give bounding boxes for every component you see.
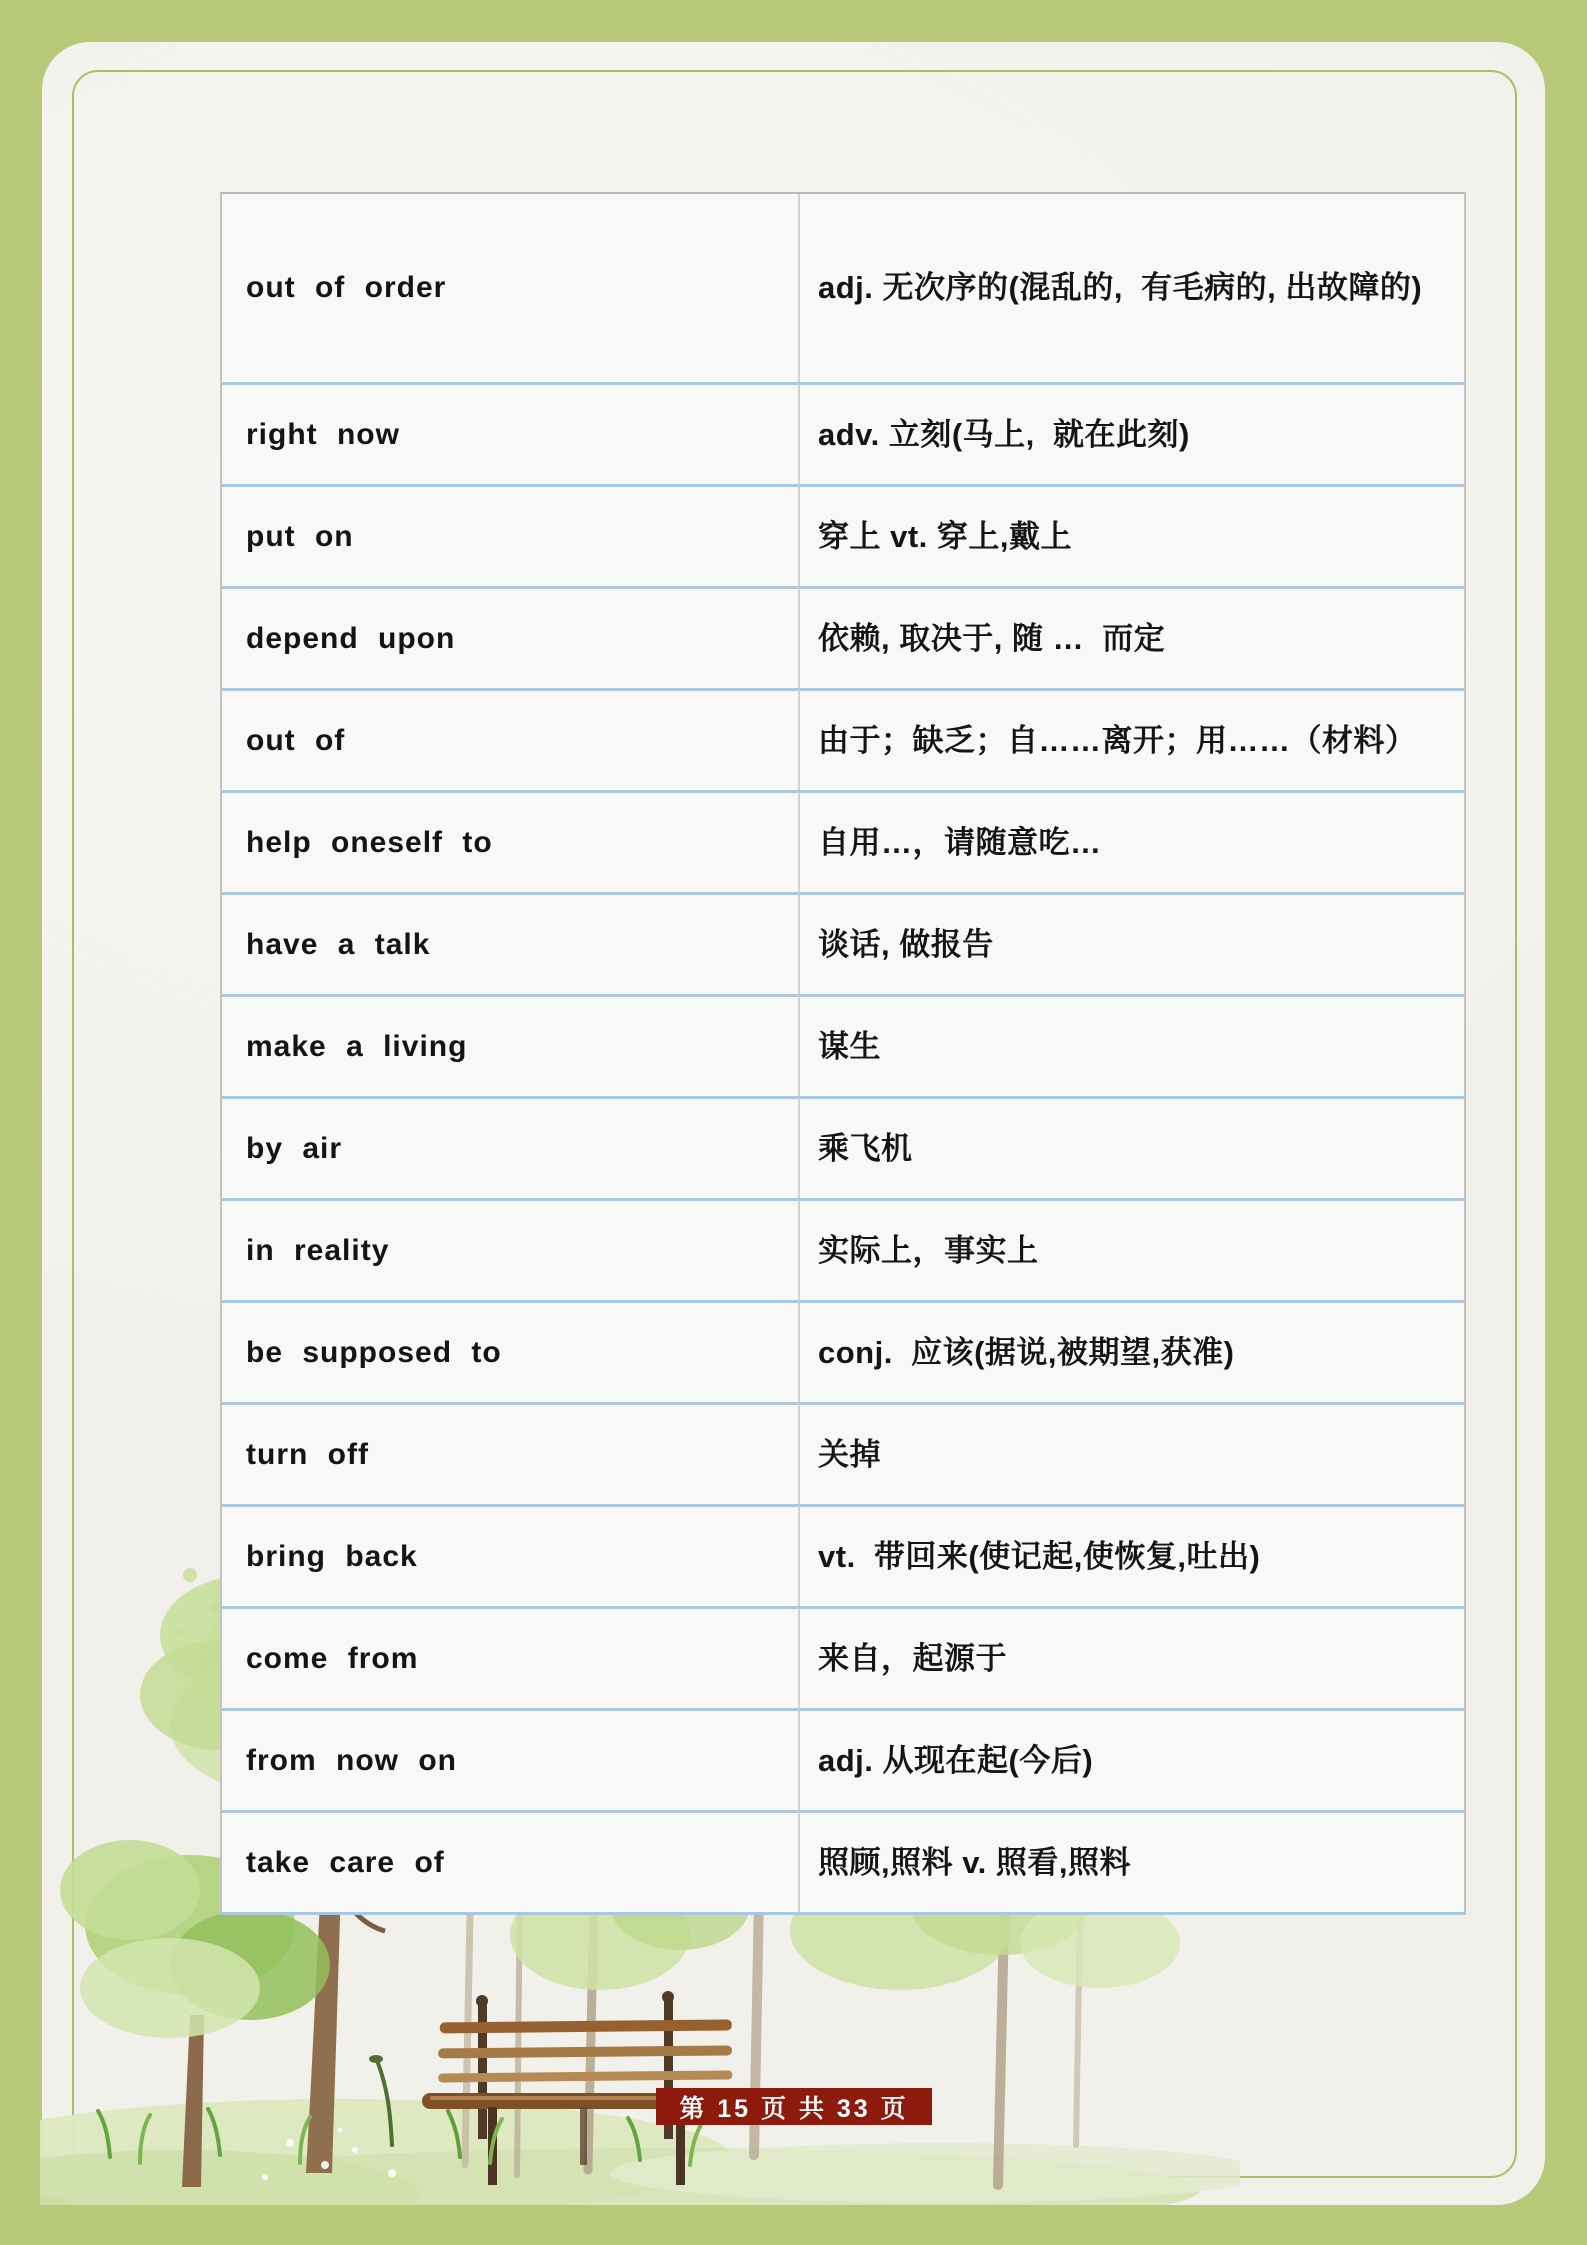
chinese-meaning-cell: 由于；缺乏；自……离开；用……（材料）	[798, 688, 1464, 790]
english-phrase-cell: right now	[222, 382, 798, 484]
english-phrase-cell: make a living	[222, 994, 798, 1096]
english-phrase-cell: from now on	[222, 1708, 798, 1810]
chinese-meaning-cell: 穿上 vt. 穿上,戴上	[798, 484, 1464, 586]
chinese-meaning-cell: adj. 从现在起(今后)	[798, 1708, 1464, 1810]
table-row	[222, 892, 1464, 994]
chinese-meaning-cell: adv. 立刻(马上, 就在此刻)	[798, 382, 1464, 484]
english-phrase-cell: take care of	[222, 1810, 798, 1912]
chinese-meaning-cell: 关掉	[798, 1402, 1464, 1504]
table-row	[222, 1096, 1464, 1198]
chinese-meaning-cell: 实际上，事实上	[798, 1198, 1464, 1300]
english-phrase-cell: out of	[222, 688, 798, 790]
table-row	[222, 1810, 1464, 1912]
chinese-meaning-cell: 谈话, 做报告	[798, 892, 1464, 994]
vocabulary-table	[220, 192, 1466, 1915]
chinese-meaning-cell: 谋生	[798, 994, 1464, 1096]
table-row	[222, 1300, 1464, 1402]
english-phrase-cell: have a talk	[222, 892, 798, 994]
chinese-meaning-cell: adj. 无次序的(混乱的, 有毛病的, 出故障的)	[798, 194, 1464, 382]
english-phrase-cell: depend upon	[222, 586, 798, 688]
english-phrase-cell: be supposed to	[222, 1300, 798, 1402]
table-row	[222, 688, 1464, 790]
table-row	[222, 1402, 1464, 1504]
table-row	[222, 194, 1464, 382]
chinese-meaning-cell: conj. 应该(据说,被期望,获准)	[798, 1300, 1464, 1402]
chinese-meaning-cell: 依赖, 取决于, 随 … 而定	[798, 586, 1464, 688]
english-phrase-cell: help oneself to	[222, 790, 798, 892]
english-phrase-cell: come from	[222, 1606, 798, 1708]
chinese-meaning-cell: 照顾,照料 v. 照看,照料	[798, 1810, 1464, 1912]
table-row	[222, 382, 1464, 484]
table-row	[222, 1708, 1464, 1810]
chinese-meaning-cell: vt. 带回来(使记起,使恢复,吐出)	[798, 1504, 1464, 1606]
table-row	[222, 1504, 1464, 1606]
vocab-table-body	[222, 194, 1464, 1912]
english-phrase-cell: put on	[222, 484, 798, 586]
english-phrase-cell: out of order	[246, 271, 447, 304]
table-row	[222, 1606, 1464, 1708]
chinese-meaning-cell: 乘飞机	[798, 1096, 1464, 1198]
table-row	[222, 994, 1464, 1096]
table-row	[222, 484, 1464, 586]
table-row	[222, 586, 1464, 688]
chinese-meaning-cell: 来自，起源于	[798, 1606, 1464, 1708]
english-phrase-cell: turn off	[222, 1402, 798, 1504]
chinese-meaning-cell: 自用…，请随意吃…	[798, 790, 1464, 892]
english-phrase-cell: bring back	[222, 1504, 798, 1606]
english-phrase-cell: by air	[222, 1096, 798, 1198]
table-row	[222, 1198, 1464, 1300]
page-number-text: 第 15 页 共 33 页	[679, 2094, 909, 2123]
table-row	[222, 790, 1464, 892]
english-phrase-cell: in reality	[222, 1198, 798, 1300]
page-number-footer	[656, 2088, 932, 2125]
